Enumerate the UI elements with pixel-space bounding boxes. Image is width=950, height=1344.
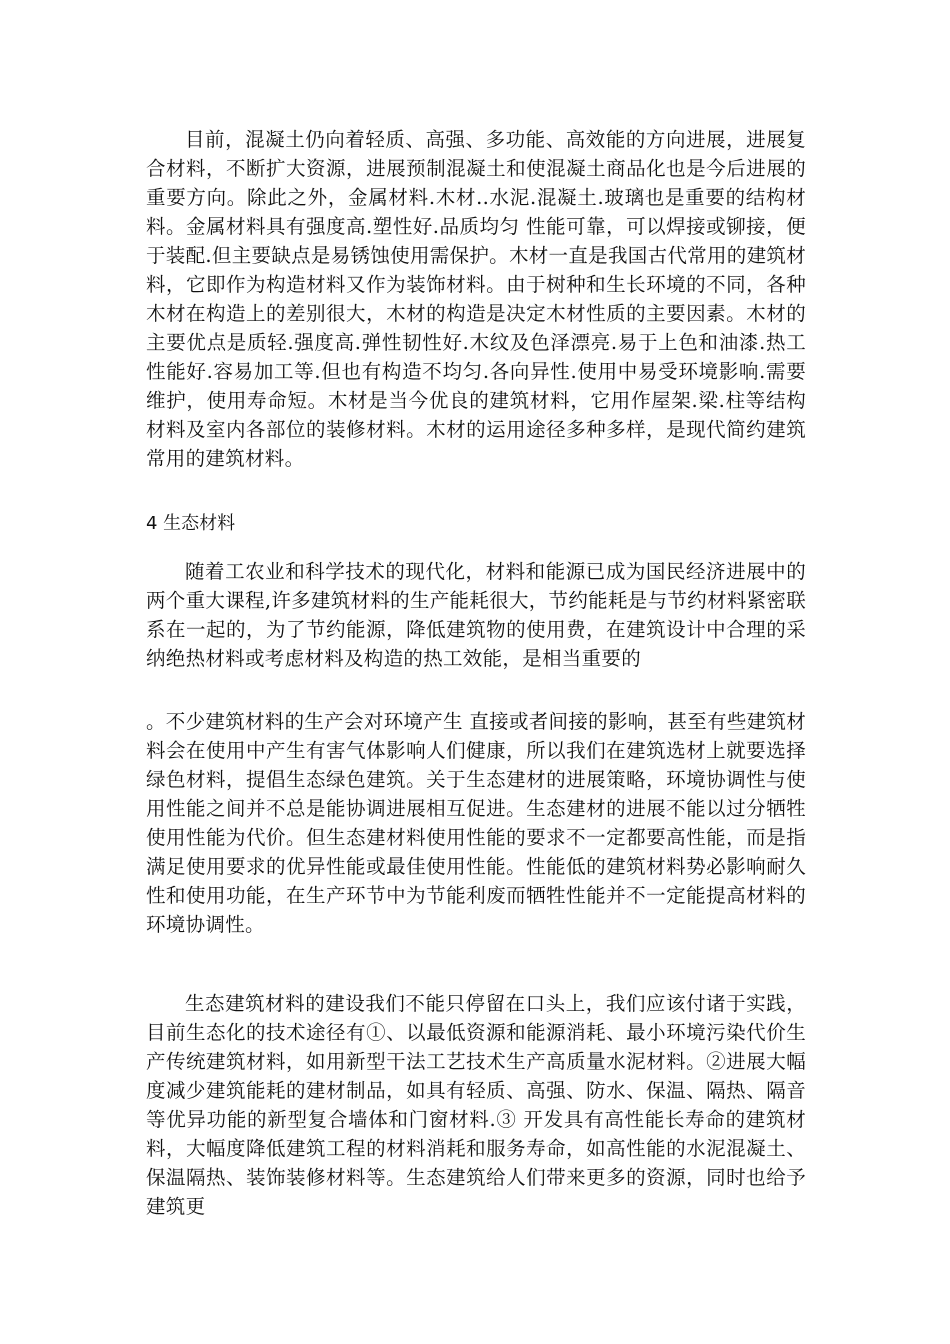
- section-heading: 4 生态材料: [146, 513, 236, 534]
- paragraph-environment: 。不少建筑材料的生产会对环境产生 直接或者间接的影响，甚至有些建筑材料会在使用中产生有害气体影响人们健康，所以我们在建筑选材上就要选择绿色材料，提倡生态绿色建筑。关于生态建材的进展策略，环境协调性与使用性能之间并不总是能协调进展相互促进。生态建材的进展不能以过分牺牲使用性能为代价。但生态建材料使用性能的要求不一定都要高性能，而是指满足使用要求的优异性能或最佳使用性能。性能低的建筑材料势必影响耐久性和使用功能，在生产环节中为节能利废而牺牲性能并不一定能提高材料的环境协调性。: [146, 710, 806, 936]
- paragraph-practice: 生态建筑材料的建设我们不能只停留在口头上，我们应该付诸于实践， 目前生态化的技术途径有①、以最低资源和能源消耗、最小环境污染代价生产传统建筑材料，如用新型干法工艺技术生产高质量水泥材料。②进展大幅度减少建筑能耗的建材制品，如具有轻质、高强、防水、保温、隔热、隔音等优异功能的新型复合墙体和门窗材料.③ 开发具有高性能长寿命的建筑材料，大幅度降低建筑工程的材料消耗和服务寿命，如高性能的水泥混凝土、保温隔热、装饰装修材料等。生态建筑给人们带来更多的资源，同时也给予建筑更: [146, 992, 806, 1218]
- paragraph-energy: 随着工农业和科学技术的现代化，材料和能源已成为国民经济进展中的两个重大课程,许多建筑材料的生产能耗很大，节约能耗是与节约材料紧密联系在一起的，为了节约能源，降低建筑物的使用费，在建筑设计中合理的采纳绝热材料或考虑材料及构造的热工效能，是相当重要的: [146, 560, 806, 670]
- paragraph-materials: 目前，混凝土仍向着轻质、高强、多功能、高效能的方向进展，进展复合材料，不断扩大资源，进展预制混凝土和使混凝土商品化也是今后进展的重要方向。除此之外，金属材料.木材..水泥.混凝土.玻璃也是重要的结构材料。金属材料具有强度高.塑性好.品质均匀 性能可靠，可以焊接或铆接，便于装配.但主要缺点是易锈蚀使用需保护。木材一直是我国古代常用的建筑材料，它即作为构造材料又作为装饰材料。由于树种和生长环境的不同，各种木材在构造上的差别很大，木材的构造是决定木材性质的主要因素。木材的主要优点是质轻.强度高.弹性韧性好.木纹及色泽漂亮.易于上色和油漆.热工性能好.容易加工等.但也有构造不均匀.各向异性.使用中易受环境影响.需要维护，使用寿命短。木材是当今优良的建筑材料，它用作屋架.梁.柱等结构材料及室内各部位的装修材料。木材的运用途径多种多样，是现代简约建筑常用的建筑材料。: [146, 128, 806, 470]
